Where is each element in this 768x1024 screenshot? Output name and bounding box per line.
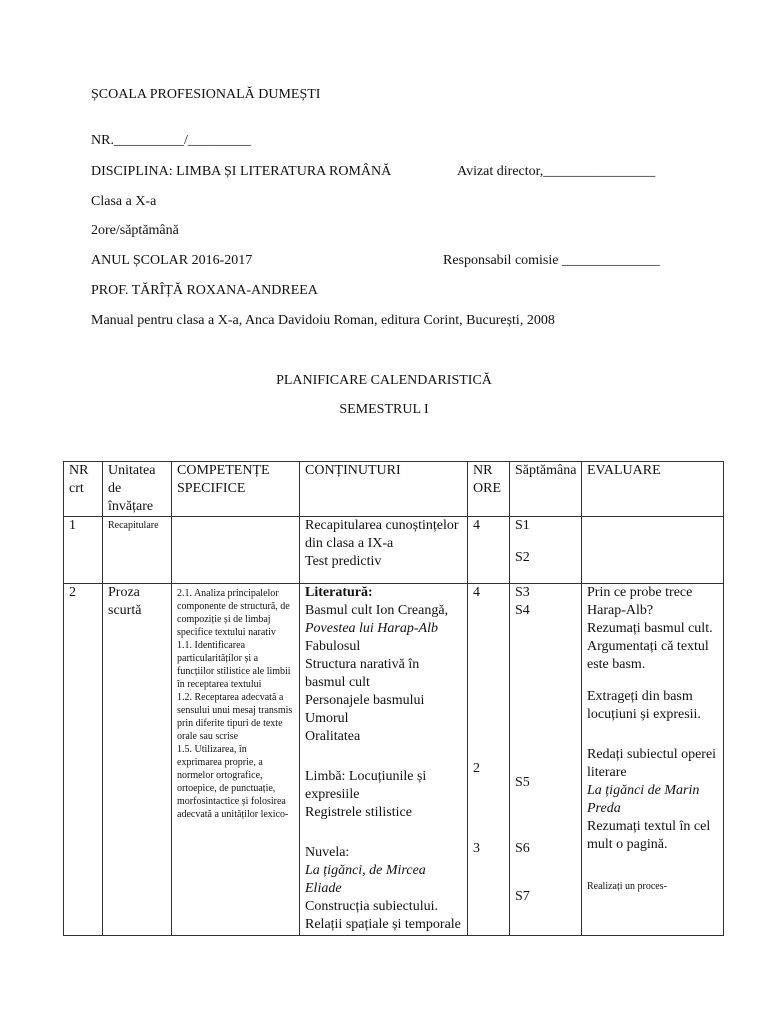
content-nuvela: Nuvela: bbox=[305, 845, 350, 860]
content-personaje: Personajele basmului bbox=[305, 693, 425, 708]
school-name: ȘCOALA PROFESIONALĂ DUMEȘTI bbox=[91, 87, 321, 102]
row2-week-s4: S4 bbox=[515, 603, 530, 618]
row1-week-s1: S1 bbox=[515, 518, 530, 533]
commission-responsible: Responsabil comisie ______________ bbox=[443, 253, 660, 268]
teacher-name: PROF. TĂRÎȚĂ ROXANA-ANDREEA bbox=[91, 283, 318, 298]
header-contents: CONȚINUTURI bbox=[300, 462, 468, 517]
row2-week-s3: S3 bbox=[515, 585, 530, 600]
table-row bbox=[64, 584, 724, 936]
header-evaluation: EVALUARE bbox=[582, 462, 724, 517]
row2-week-s7: S7 bbox=[515, 889, 530, 904]
registration-number: NR.__________/_________ bbox=[91, 133, 251, 148]
row1-contents bbox=[300, 517, 468, 584]
content-registre: Registrele stilistice bbox=[305, 805, 412, 820]
row1-competences bbox=[172, 517, 300, 584]
row2-hours bbox=[468, 584, 510, 936]
row2-evaluation bbox=[582, 584, 724, 936]
row1-unit: Recapitulare bbox=[103, 517, 172, 584]
header-hours: NR ORE bbox=[468, 462, 510, 517]
content-constructie: Construcția subiectului. bbox=[305, 899, 438, 914]
content-locutiuni: Limbă: Locuțiunile și expresiile bbox=[305, 769, 427, 802]
header-nr: NR crt bbox=[64, 462, 103, 517]
row1-content-recap: Recapitularea cunoștințelor din clasa a IX-a bbox=[305, 518, 459, 551]
row2-contents bbox=[300, 584, 468, 936]
school-year: ANUL ȘCOLAR 2016-2017 bbox=[91, 253, 253, 268]
competence-1-5: 1.5. Utilizarea, în exprimarea proprie, a normelor ortografice, ortoepice, de punctuație, morfosintactice și folosirea adecvată a unităților lexico- bbox=[177, 744, 289, 820]
page-title: PLANIFICARE CALENDARISTICĂ bbox=[276, 373, 492, 388]
row2-hours-2: 2 bbox=[473, 761, 480, 776]
content-umor: Umorul bbox=[305, 711, 349, 726]
row1-evaluation bbox=[582, 517, 724, 584]
eval-probe: Prin ce probe trece Harap-Alb? bbox=[587, 585, 693, 618]
eval-proces: Realizați un proces- bbox=[587, 881, 667, 892]
content-basm: Basmul cult Ion Creangă, bbox=[305, 603, 449, 618]
content-relatii: Relații spațiale și temporale bbox=[305, 917, 461, 932]
semester-title: SEMESTRUL I bbox=[339, 402, 429, 417]
hours-per-week: 2ore/săptămână bbox=[91, 223, 179, 238]
header-unit: Unitatea de învățare bbox=[103, 462, 172, 517]
eval-rezumat-basm: Rezumați basmul cult. bbox=[587, 621, 713, 636]
row2-competences bbox=[172, 584, 300, 936]
manual-line: Manual pentru clasa a X-a, Anca Davidoiu Roman, editura Corint, București, 2008 bbox=[91, 313, 555, 328]
content-oralitate: Oralitatea bbox=[305, 729, 361, 744]
table-row bbox=[64, 517, 724, 584]
planning-table bbox=[63, 461, 724, 936]
row2-week-s6: S6 bbox=[515, 841, 530, 856]
competence-1-2: 1.2. Receptarea adecvată a sensului unui mesaj transmis prin diferite tipuri de texte orale sau scrise bbox=[177, 692, 293, 742]
table-header-row bbox=[64, 462, 724, 517]
eval-rezumat-text: Rezumați textul în cel mult o pagină. bbox=[587, 819, 711, 852]
director-approval: Avizat director,________________ bbox=[457, 164, 656, 179]
row2-week-s5: S5 bbox=[515, 775, 530, 790]
eval-subiect-title: La țigănci de Marin Preda bbox=[587, 783, 700, 816]
eval-locutiuni: Extrageți din basm locuțiuni și expresii. bbox=[587, 689, 701, 722]
content-nuvela-title: La țigănci, de Mircea Eliade bbox=[305, 863, 426, 896]
competence-1-1: 1.1. Identificarea particularităților și a funcțiilor stilistice ale limbii în receptarea textului bbox=[177, 640, 291, 690]
row1-content-test: Test predictiv bbox=[305, 554, 382, 569]
row2-nr: 2 bbox=[64, 584, 103, 936]
class-line: Clasa a X-a bbox=[91, 194, 157, 209]
content-structura: Structura narativă în basmul cult bbox=[305, 657, 420, 690]
row2-unit: Proza scurtă bbox=[103, 584, 172, 936]
row2-weeks bbox=[510, 584, 582, 936]
eval-subiect: Redați subiectul operei literare bbox=[587, 747, 717, 780]
row1-weeks bbox=[510, 517, 582, 584]
row1-hours: 4 bbox=[468, 517, 510, 584]
content-basm-title: Povestea lui Harap-Alb bbox=[305, 621, 438, 636]
row1-nr: 1 bbox=[64, 517, 103, 584]
row1-week-s2: S2 bbox=[515, 550, 530, 565]
header-week: Săptămâna bbox=[510, 462, 582, 517]
discipline-line: DISCIPLINA: LIMBA ȘI LITERATURA ROMÂNĂ bbox=[91, 164, 392, 179]
eval-argumentare: Argumentați că textul este basm. bbox=[587, 639, 709, 672]
literature-label: Literatură: bbox=[305, 585, 373, 600]
content-fabulos: Fabulosul bbox=[305, 639, 361, 654]
competence-2-1: 2.1. Analiza principalelor componente de structură, de compoziție și de limbaj specifice textului narativ bbox=[177, 588, 290, 638]
row2-hours-3: 3 bbox=[473, 841, 480, 856]
header-competences: COMPETENȚE SPECIFICE bbox=[172, 462, 300, 517]
row2-hours-1: 4 bbox=[473, 585, 480, 600]
